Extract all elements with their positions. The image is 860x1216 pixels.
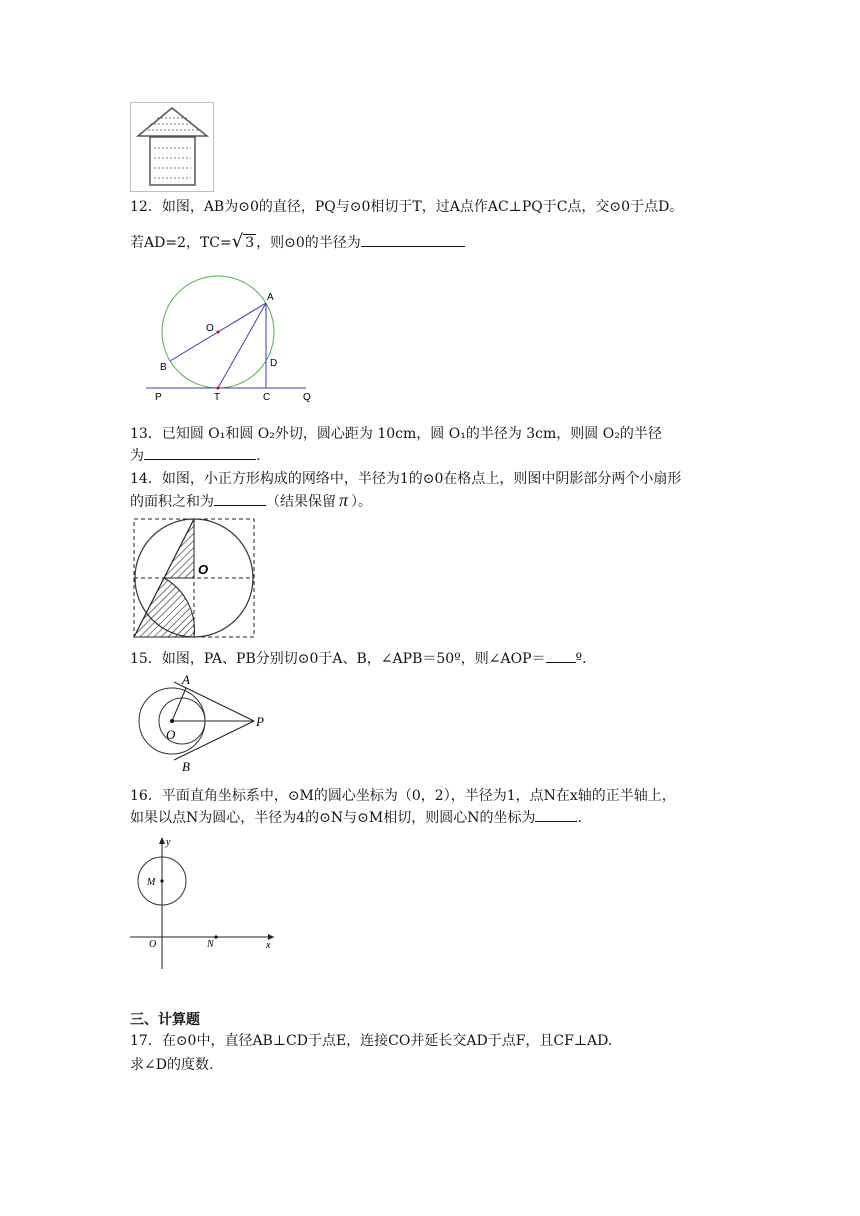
q15-center-point [170,719,174,723]
hat-figure [130,102,214,192]
q12-point-t [217,387,220,390]
q12-line2 [130,232,465,253]
q13-answer-blank[interactable] [144,445,256,460]
q12-label-t: T [214,392,221,403]
q14-text-a: 的面积之和为 [130,494,214,510]
q14-text-c: ）。 [351,494,373,510]
q15-label-a: A [182,672,190,687]
section-heading: 三、计算题 [130,1012,200,1028]
q12-label-q: Q [303,392,311,403]
sqrt-radicand: 3 [245,235,255,251]
q13-line1: 13．已知圆 O₁和圆 O₂外切，圆心距为 10cm，圆 O₁的半径为 3cm，则圆 O₂的半径 [130,426,662,442]
q17-line2: 求∠D的度数. [130,1057,214,1073]
q12-label-o: O [206,323,214,334]
q15-text-a: 15．如图，PA、PB分别切⊙0于A、B，∠APB＝50º，则∠AOP＝ [130,651,546,667]
q12-text-a: 若AD=2，TC= [130,235,232,251]
q14-line1: 14．如图，小正方形构成的网络中，半径为1的⊙0在格点上，则图中阴影部分两个小扇形 [130,471,682,487]
q13-text-a: 为 [130,448,144,464]
q16-point-m [160,879,163,882]
q12-center-point [217,331,220,334]
q12-label-a: A [267,292,274,303]
q12-answer-blank[interactable] [361,232,465,247]
q15-line1 [130,648,596,669]
q14-text-b: （结果保留 [266,494,336,510]
q16-figure [128,833,280,973]
q16-label-m: M [147,877,156,888]
sqrt-symbol: √ [231,231,244,252]
q14-label-o: O [198,562,209,577]
q13-text-b: . [256,448,261,464]
q15-label-p: P [256,714,264,729]
q16-label-x: x [266,940,271,951]
q16-label-n: N [207,939,214,950]
q12-label-b: B [160,362,167,373]
q15-text-b: º． [575,651,597,667]
pi-symbol: π [339,490,349,510]
q12-line1: 12．如图，AB为⊙0的直径，PQ与⊙0相切于T，过A点作AC⊥PQ于C点，交⊙0于点D。 [130,199,684,215]
q12-label-p: P [155,392,162,403]
q16-text-b: . [577,810,582,826]
q14-line2 [130,490,372,512]
q13-line2 [130,445,260,466]
q16-label-o: O [149,939,157,950]
q15-tangent-pa [174,682,254,721]
q14-figure [132,517,257,641]
q14-answer-blank[interactable] [214,491,266,506]
q12-label-c: C [263,392,271,403]
q17-line1: 17．在⊙0中，直径AB⊥CD于点E，连接CO并延长交AD于点F，且CF⊥AD. [130,1033,613,1049]
q12-segment-at [218,303,266,388]
q15-answer-blank[interactable] [546,648,576,663]
q15-segment-oa [172,688,186,721]
q15-figure [130,670,270,774]
q16-label-y: y [166,837,171,848]
q12-figure [140,274,330,404]
q15-label-b: B [182,759,190,774]
q16-y-arrow-icon [159,837,165,844]
q16-answer-blank[interactable] [535,807,577,822]
q16-text-a: 如果以点N为圆心，半径为4的⊙N与⊙M相切，则圆心N的坐标为 [130,810,536,826]
q12-text-b: ，则⊙0的半径为 [256,235,361,251]
q15-tangent-pb [174,721,254,760]
q15-label-o: O [166,727,176,742]
q12-label-d: D [270,358,278,369]
q16-line1: 16．平面直角坐标系中，⊙M的圆心坐标为（0，2），半径为1，点N在x轴的正半轴上， [130,788,676,804]
q16-line2 [130,807,582,828]
q16-point-n [214,935,217,938]
